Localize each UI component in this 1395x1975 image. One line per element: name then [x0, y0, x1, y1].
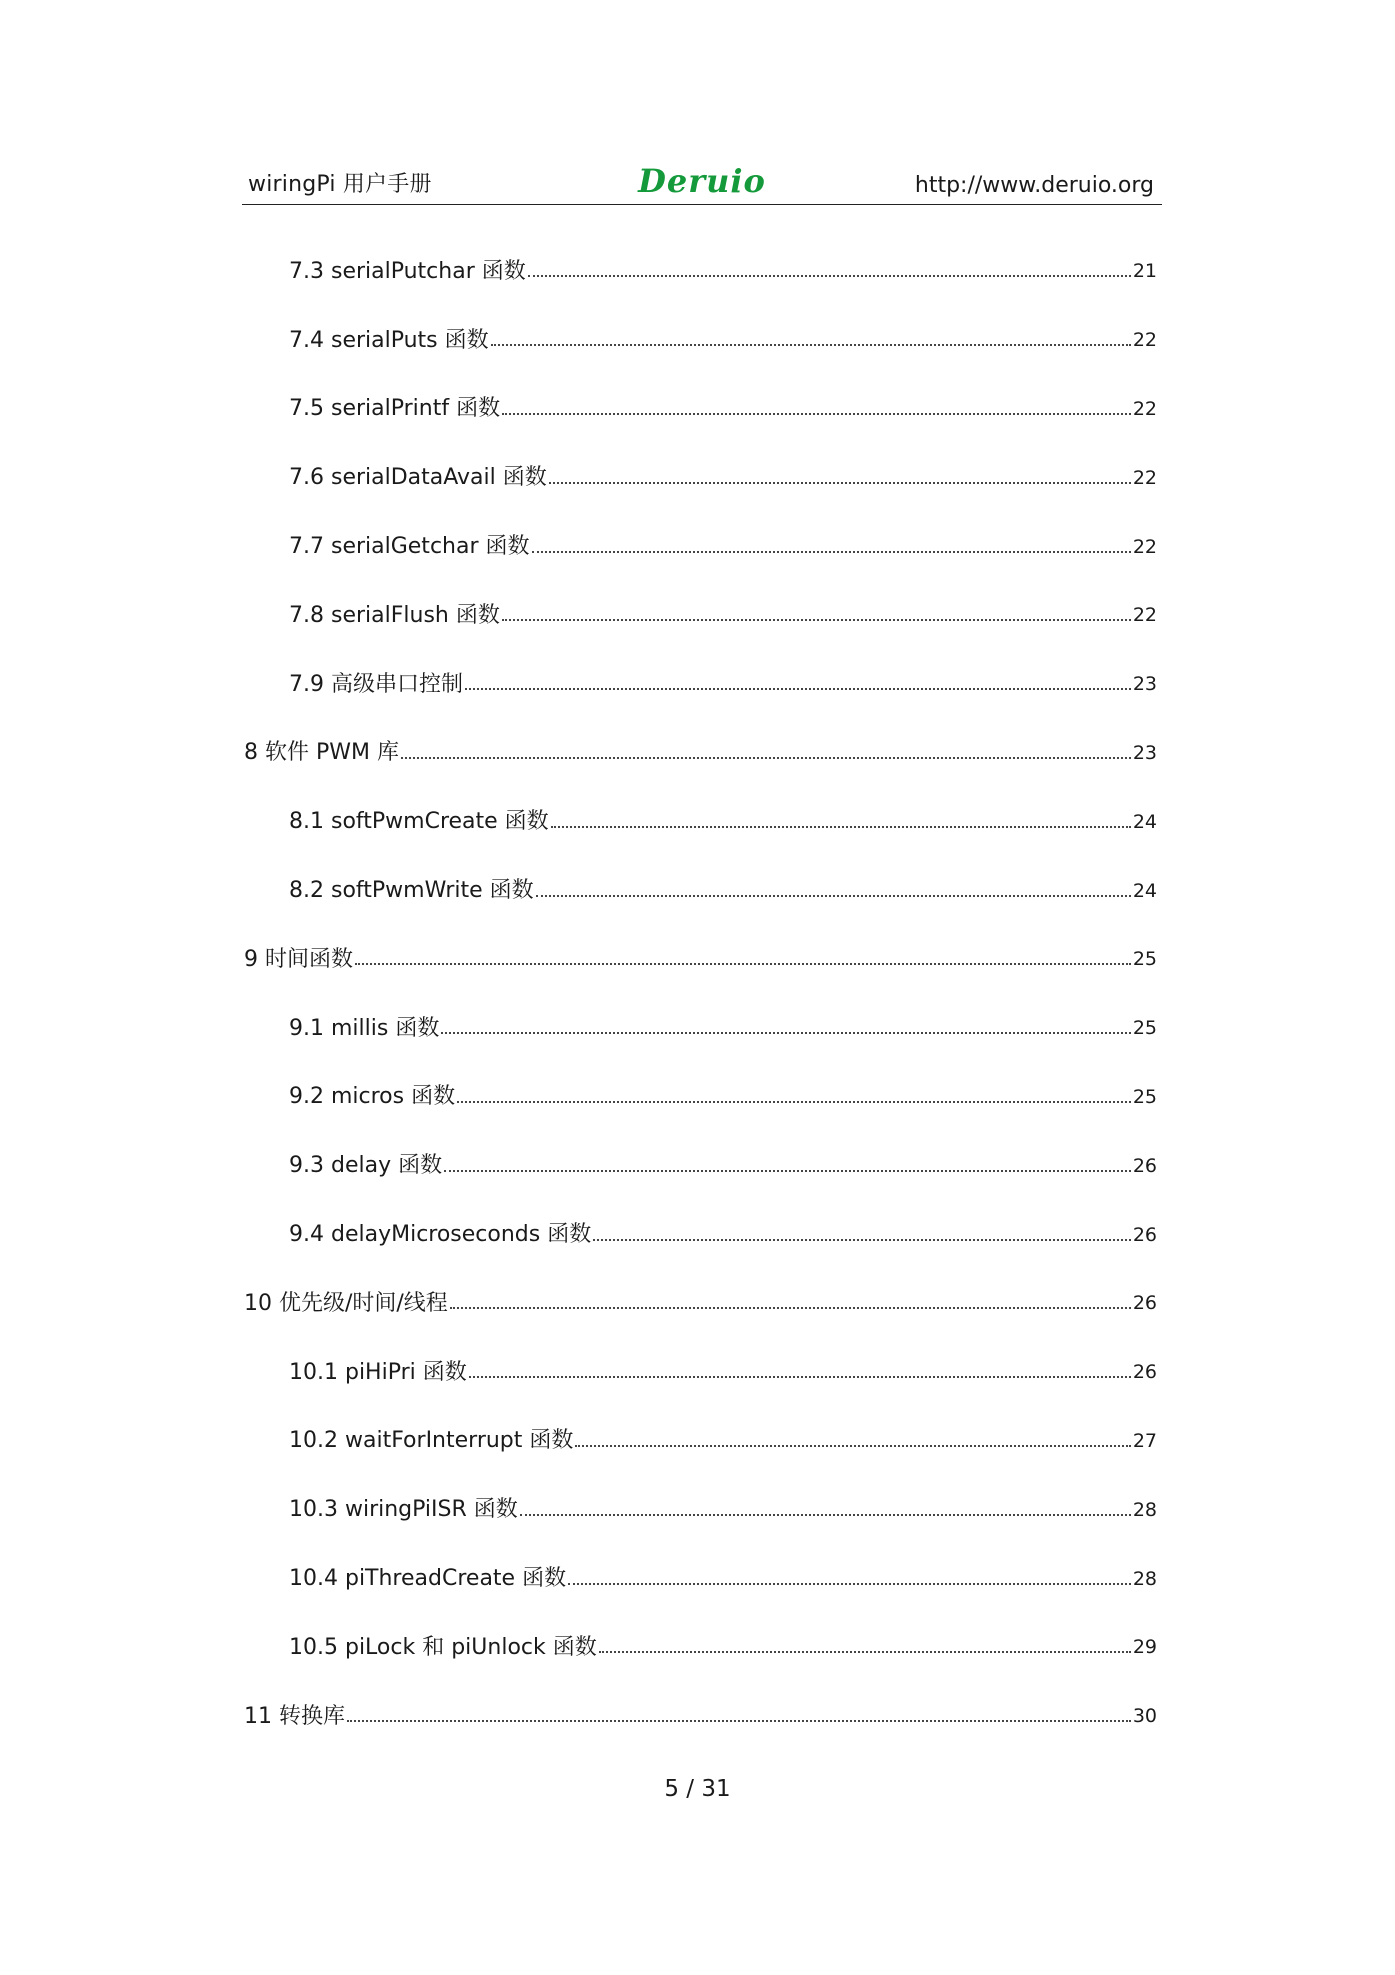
dot-leader	[469, 1376, 1131, 1378]
toc-entry[interactable]	[242, 923, 1157, 992]
toc-entry-label: 7.5 serialPrintf 函数	[289, 396, 501, 422]
toc-entry[interactable]	[242, 1611, 1157, 1680]
toc-entry-page: 24	[1132, 879, 1157, 902]
toc-entry-label: 8 软件 PWM 库	[244, 740, 399, 766]
toc-entry-page: 25	[1132, 948, 1157, 971]
toc-entry-label: 10.3 wiringPiISR 函数	[289, 1497, 518, 1523]
toc-entry-label: 9.1 millis 函数	[289, 1015, 440, 1041]
dot-leader	[502, 619, 1131, 621]
toc-entry-page: 28	[1132, 1498, 1157, 1521]
page-header	[242, 160, 1162, 205]
toc-entry-label: 9.2 micros 函数	[289, 1084, 456, 1110]
toc-entry-label: 7.7 serialGetchar 函数	[289, 534, 530, 560]
dot-leader	[347, 1720, 1131, 1722]
dot-leader	[465, 688, 1131, 690]
dot-leader	[568, 1583, 1131, 1585]
toc-entry-page: 26	[1132, 1154, 1157, 1177]
dot-leader	[457, 1101, 1131, 1103]
toc-entry[interactable]	[242, 648, 1157, 717]
dot-leader	[528, 275, 1131, 277]
toc-entry-label: 10.2 waitForInterrupt 函数	[289, 1428, 574, 1454]
toc-entry[interactable]	[242, 1198, 1157, 1267]
toc-entry[interactable]	[242, 1336, 1157, 1405]
dot-leader	[441, 1032, 1130, 1034]
dot-leader	[502, 413, 1131, 415]
toc-entry-page: 26	[1132, 1292, 1157, 1315]
toc-entry-label: 10.5 piLock 和 piUnlock 函数	[289, 1634, 597, 1660]
toc-entry-page: 23	[1132, 741, 1157, 764]
dot-leader	[532, 551, 1131, 553]
toc-entry[interactable]	[242, 854, 1157, 923]
deruio-logo: Deruio	[638, 162, 766, 200]
dot-leader	[444, 1170, 1131, 1172]
toc-entry-label: 11 转换库	[244, 1703, 345, 1729]
toc-entry[interactable]	[242, 717, 1157, 786]
toc-entry-page: 22	[1132, 535, 1157, 558]
dot-leader	[401, 757, 1131, 759]
toc-entry[interactable]	[242, 1680, 1157, 1749]
dot-leader	[593, 1239, 1131, 1241]
toc-entry[interactable]	[242, 1061, 1157, 1130]
toc-entry[interactable]	[242, 1267, 1157, 1336]
toc-entry[interactable]	[242, 373, 1157, 442]
toc-entry[interactable]	[242, 785, 1157, 854]
dot-leader	[549, 482, 1131, 484]
dot-leader	[520, 1514, 1131, 1516]
toc-entry[interactable]	[242, 304, 1157, 373]
toc-entry-page: 30	[1132, 1705, 1157, 1728]
toc-entry-label: 8.1 softPwmCreate 函数	[289, 809, 549, 835]
toc-entry-page: 27	[1132, 1429, 1157, 1452]
dot-leader	[536, 895, 1131, 897]
toc-entry-page: 25	[1132, 1085, 1157, 1108]
toc-entry-page: 23	[1132, 673, 1157, 696]
toc-entry-label: 10.1 piHiPri 函数	[289, 1359, 467, 1385]
toc-entry-page: 22	[1132, 466, 1157, 489]
dot-leader	[599, 1651, 1131, 1653]
toc-entry-page: 26	[1132, 1361, 1157, 1384]
toc-entry[interactable]	[242, 579, 1157, 648]
toc-entry[interactable]	[242, 1542, 1157, 1611]
manual-title: wiringPi 用户手册	[248, 172, 432, 197]
dot-leader	[450, 1307, 1131, 1309]
header-url: http://www.deruio.org	[914, 173, 1154, 198]
toc-entry-label: 7.8 serialFlush 函数	[289, 602, 500, 628]
toc-entry-page: 26	[1132, 1223, 1157, 1246]
toc-entry-label: 10 优先级/时间/线程	[244, 1290, 448, 1316]
toc-entry-page: 21	[1132, 260, 1157, 283]
toc-entry-label: 7.9 高级串口控制	[289, 671, 463, 697]
toc-entry-label: 8.2 softPwmWrite 函数	[289, 878, 534, 904]
toc-entry-page: 24	[1132, 810, 1157, 833]
toc-entry[interactable]	[242, 1473, 1157, 1542]
dot-leader	[551, 826, 1131, 828]
toc-entry[interactable]	[242, 235, 1157, 304]
toc-entry-label: 9.4 delayMicroseconds 函数	[289, 1222, 592, 1248]
toc-entry[interactable]	[242, 1405, 1157, 1474]
toc-entry-label: 7.3 serialPutchar 函数	[289, 258, 526, 284]
toc-entry[interactable]	[242, 992, 1157, 1061]
toc-entry[interactable]	[242, 1129, 1157, 1198]
toc-entry-page: 22	[1132, 329, 1157, 352]
page-number: 5 / 31	[664, 1776, 731, 1802]
toc-entry-page: 29	[1132, 1636, 1157, 1659]
toc-entry-label: 10.4 piThreadCreate 函数	[289, 1566, 567, 1592]
table-of-contents	[242, 235, 1157, 1749]
toc-entry-label: 9 时间函数	[244, 946, 353, 972]
toc-entry-page: 22	[1132, 604, 1157, 627]
toc-entry[interactable]	[242, 510, 1157, 579]
toc-entry-page: 25	[1132, 1017, 1157, 1040]
toc-entry[interactable]	[242, 441, 1157, 510]
toc-entry-label: 7.6 serialDataAvail 函数	[289, 465, 547, 491]
toc-entry-page: 22	[1132, 397, 1157, 420]
dot-leader	[575, 1445, 1130, 1447]
toc-entry-label: 9.3 delay 函数	[289, 1153, 443, 1179]
toc-entry-label: 7.4 serialPuts 函数	[289, 327, 489, 353]
dot-leader	[355, 963, 1131, 965]
toc-entry-page: 28	[1132, 1567, 1157, 1590]
dot-leader	[491, 344, 1131, 346]
